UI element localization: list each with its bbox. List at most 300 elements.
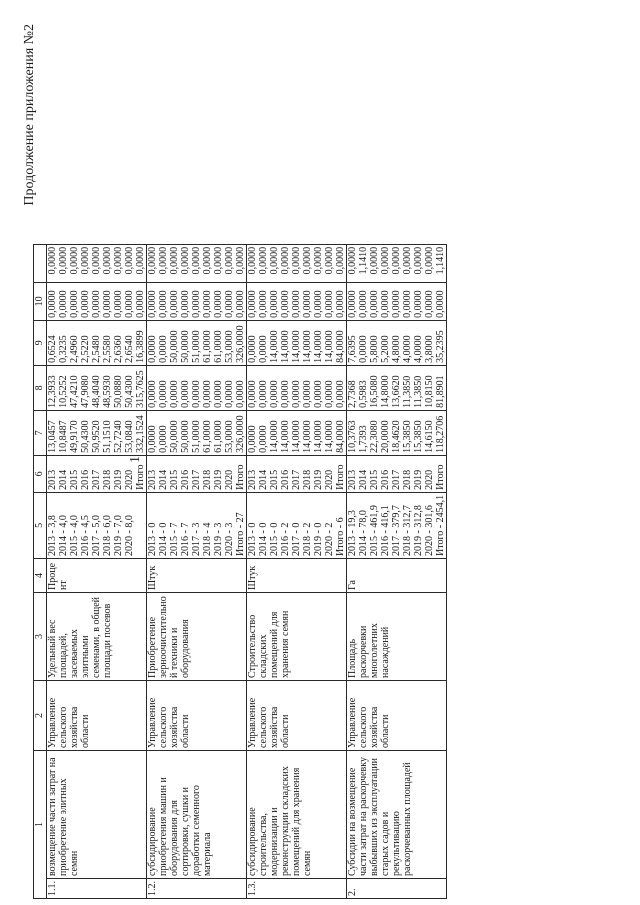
regional-funding-value: 61,0000 (202, 330, 213, 363)
total-funding-value: 0,0000 (247, 425, 258, 453)
other-funding-value: 0,0000 (280, 246, 291, 275)
total-funding-value: 0,0000 (147, 425, 158, 453)
program-table (33, 244, 447, 899)
other-funding-value: 0,0000 (235, 246, 246, 275)
year-list (47, 455, 147, 492)
federal-funding-value: 0,0000 (291, 380, 302, 408)
other-funding-value: 0,0000 (224, 246, 235, 275)
local-funding-value: 0,0000 (424, 290, 435, 318)
local-funding-value: 0,0000 (158, 290, 169, 318)
target-values-value: 2018 - 4 (202, 522, 213, 556)
local-funding-value: 0,0000 (247, 290, 258, 318)
local-funding-value: 0,0000 (269, 290, 280, 318)
target-values-value: 2019 - 7,0 (113, 515, 124, 556)
local-funding-value: 0,0000 (413, 290, 424, 318)
year-list-value: 2013 (147, 469, 158, 490)
other-funding (347, 244, 447, 282)
federal-funding-value: 0,0000 (169, 380, 180, 408)
local-funding-value: 0,0000 (280, 290, 291, 318)
total-funding (147, 410, 247, 455)
total-funding-value: 15,3850 (402, 420, 413, 453)
section-number: 2. (347, 879, 447, 899)
other-funding-value: 0,0000 (102, 246, 113, 275)
local-funding-value: 0,0000 (358, 290, 369, 318)
executor: Управление сельского хозяйства области (247, 681, 347, 751)
regional-funding-value: 51,0000 (191, 330, 202, 363)
year-list-value: 2017 (391, 469, 402, 490)
year-list-value: Итого (435, 464, 446, 490)
other-funding (147, 244, 247, 282)
measure-name: субсидирование приобретения машин и оборудования для сортировки, сушки и доработки семенного материала (147, 751, 247, 879)
column-header: 9 (34, 320, 47, 365)
year-list-value: 2016 (180, 469, 191, 490)
target-values-value: 2013 - 3,8 (47, 515, 58, 556)
target-values-value: 2018 - 312,7 (402, 505, 413, 556)
other-funding (47, 244, 147, 282)
target-values-value: 2015 - 461,9 (369, 505, 380, 556)
target-values-value: 2019 - 0 (313, 522, 324, 556)
target-values-value: 2016 - 416,1 (380, 505, 391, 556)
regional-funding-value: 0,0000 (147, 335, 158, 363)
local-funding-value: 0,0000 (402, 290, 413, 318)
regional-funding-value: 0,0000 (258, 335, 269, 363)
local-funding-value: 0,0000 (180, 290, 191, 318)
total-funding-value: 10,3763 (347, 420, 358, 453)
other-funding-value: 0,0000 (113, 246, 124, 275)
federal-funding-value: 14,8000 (380, 375, 391, 408)
total-funding-value: 14,0000 (291, 420, 302, 453)
other-funding-value: 0,0000 (213, 246, 224, 275)
federal-funding-value: 0,0000 (147, 380, 158, 408)
executor: Управление сельского хозяйства области (47, 681, 147, 751)
federal-funding-value: 0,0000 (158, 380, 169, 408)
total-funding (347, 410, 447, 455)
year-list-value: 2015 (269, 469, 280, 490)
local-funding-value: 0,0000 (169, 290, 180, 318)
year-list (347, 455, 447, 492)
year-list-value: 2014 (158, 469, 169, 490)
year-list-value: 2014 (58, 469, 69, 490)
federal-funding-value: 0,0000 (191, 380, 202, 408)
other-funding-value: 0,0000 (269, 246, 280, 275)
local-funding-value: 0,0000 (313, 290, 324, 318)
year-list-value: 2018 (402, 469, 413, 490)
federal-funding (47, 365, 147, 410)
total-funding-value: 50,0000 (169, 420, 180, 453)
total-funding-value: 53,0000 (224, 420, 235, 453)
regional-funding-value: 14,0000 (291, 330, 302, 363)
federal-funding-value: 0,5983 (358, 380, 369, 408)
regional-funding-value: 326,0000 (235, 325, 246, 363)
other-funding-value: 0,0000 (135, 246, 146, 275)
year-list-value: 2013 (247, 469, 258, 490)
local-funding-value: 0,0000 (113, 290, 124, 318)
target-values-value: 2020 - 2 (324, 522, 335, 556)
indicator: Удельный вес площадей, засеваемых элитными семенами, в общей площади посевов (47, 593, 147, 681)
year-list-value: 2018 (302, 469, 313, 490)
federal-funding-value: 48,5930 (102, 375, 113, 408)
indicator: Строительство складских помещений для хранения семян (247, 593, 347, 681)
other-funding-value: 0,0000 (180, 246, 191, 275)
target-values-value: 2013 - 0 (147, 522, 158, 556)
total-funding-value: 0,0000 (258, 425, 269, 453)
section-number: 1.2. (147, 879, 247, 899)
regional-funding-value: 14,0000 (302, 330, 313, 363)
local-funding-value: 0,0000 (324, 290, 335, 318)
column-header: 1 (34, 751, 47, 899)
target-values-value: 2016 - 7 (180, 522, 191, 556)
local-funding (247, 282, 347, 320)
other-funding-value: 0,0000 (424, 246, 435, 275)
year-list-value: 2019 (213, 469, 224, 490)
table-row (347, 244, 447, 898)
year-list-value: 2016 (280, 469, 291, 490)
federal-funding-value: 47,9080 (80, 375, 91, 408)
column-header: 7 (34, 410, 47, 455)
column-header: 3 (34, 593, 47, 681)
other-funding-value: 0,0000 (169, 246, 180, 275)
column-header-blank (34, 244, 47, 282)
measure-name: субсидирование строительства, модернизации и реконструкции складских помещений для хранения семян (247, 751, 347, 879)
total-funding-value: 51,1510 (102, 420, 113, 453)
target-values (47, 492, 147, 558)
local-funding-value: 0,0000 (124, 290, 135, 318)
other-funding-value: 0,0000 (313, 246, 324, 275)
total-funding-value: 14,6150 (424, 420, 435, 453)
federal-funding-value: 0,0000 (235, 380, 246, 408)
federal-funding-value: 16,5080 (369, 375, 380, 408)
local-funding-value: 0,0000 (391, 290, 402, 318)
regional-funding (147, 320, 247, 365)
other-funding-value: 0,0000 (158, 246, 169, 275)
local-funding-value: 0,0000 (235, 290, 246, 318)
federal-funding-value: 0,0000 (258, 380, 269, 408)
total-funding-value: 84,0000 (335, 420, 346, 453)
local-funding-value: 0,0000 (224, 290, 235, 318)
regional-funding-value: 50,0000 (169, 330, 180, 363)
target-values-value: 2019 - 312,8 (413, 505, 424, 556)
year-list-value: 2017 (291, 469, 302, 490)
federal-funding-value: 11,3850 (413, 375, 424, 408)
regional-funding-value: 5,2000 (380, 335, 391, 363)
regional-funding-value: 14,0000 (269, 330, 280, 363)
year-list-value: 2018 (102, 469, 113, 490)
regional-funding-value: 0,0000 (247, 335, 258, 363)
indicator: Площадь раскорчевки многолетних насаждений (347, 593, 447, 681)
table-row (47, 244, 147, 898)
regional-funding-value: 35,2395 (435, 330, 446, 363)
column-header: 8 (34, 365, 47, 410)
target-values-value: 2013 - 0 (247, 522, 258, 556)
federal-funding-value: 50,4300 (124, 375, 135, 408)
regional-funding (347, 320, 447, 365)
total-funding-value: 118,2706 (435, 415, 446, 453)
regional-funding-value: 2,4960 (69, 335, 80, 363)
regional-funding-value: 2,6360 (113, 335, 124, 363)
regional-funding-value: 0,0000 (358, 335, 369, 363)
total-funding-value: 51,0000 (191, 420, 202, 453)
year-list-value: 2020 (324, 469, 335, 490)
local-funding-value: 0,0000 (47, 290, 58, 318)
other-funding-value: 0,0000 (202, 246, 213, 275)
total-funding-value: 50,9520 (91, 420, 102, 453)
total-funding-value: 52,7240 (113, 420, 124, 453)
total-funding-value: 14,0000 (280, 420, 291, 453)
total-funding-value: 14,0000 (313, 420, 324, 453)
federal-funding (247, 365, 347, 410)
federal-funding-value: 0,0000 (180, 380, 191, 408)
federal-funding (147, 365, 247, 410)
target-values-value: Итого - 6 (335, 517, 346, 556)
local-funding-value: 0,0000 (347, 290, 358, 318)
local-funding-value: 0,0000 (191, 290, 202, 318)
federal-funding-value: 10,5252 (58, 375, 69, 408)
other-funding-value: 0,0000 (247, 246, 258, 275)
federal-funding-value: 11,3850 (402, 375, 413, 408)
local-funding-value: 0,0000 (369, 290, 380, 318)
other-funding-value: 0,0000 (402, 246, 413, 275)
total-funding-value: 49,9170 (69, 420, 80, 453)
regional-funding (247, 320, 347, 365)
federal-funding-value: 0,0000 (280, 380, 291, 408)
year-list-value: Итого (335, 464, 346, 490)
target-values-value: 2014 - 78,0 (358, 510, 369, 556)
year-list-value: 2017 (191, 469, 202, 490)
target-values-value: Итого - 27 (235, 512, 246, 556)
measure-name: возмещение части затрат на приобретение элитных семян (47, 751, 147, 879)
total-funding-value: 22,3080 (369, 420, 380, 453)
target-values-value: 2020 - 3 (224, 522, 235, 556)
table-row (247, 244, 347, 898)
target-values-value: 2017 - 3 (191, 522, 202, 556)
target-values-value: 2015 - 4,0 (69, 515, 80, 556)
federal-funding-value: 48,4040 (91, 375, 102, 408)
target-values-value: 2016 - 4,5 (80, 515, 91, 556)
regional-funding-value: 4,0000 (402, 335, 413, 363)
other-funding-value: 0,0000 (191, 246, 202, 275)
local-funding-value: 0,0000 (80, 290, 91, 318)
total-funding-value: 15,3850 (413, 420, 424, 453)
federal-funding-value: 0,0000 (335, 380, 346, 408)
local-funding-value: 0,0000 (58, 290, 69, 318)
unit: Штук (247, 559, 347, 593)
federal-funding-value: 10,8150 (424, 375, 435, 408)
target-values-value: 2014 - 4,0 (58, 515, 69, 556)
unit: Га (347, 559, 447, 593)
indicator: Приобретение зерноочистительной техники и оборудования (147, 593, 247, 681)
year-list-value: 2020 (224, 469, 235, 490)
federal-funding-value: 0,0000 (324, 380, 335, 408)
other-funding-value: 0,0000 (147, 246, 158, 275)
regional-funding-value: 5,8000 (369, 335, 380, 363)
target-values-value: 2015 - 0 (269, 522, 280, 556)
total-funding-value: 14,0000 (324, 420, 335, 453)
year-list (247, 455, 347, 492)
unit: Штук (147, 559, 247, 593)
appendix-caption: Продолжение приложения №2 (22, 24, 37, 206)
other-funding-value: 0,0000 (124, 246, 135, 275)
year-list-value: 2015 (169, 469, 180, 490)
federal-funding-value: 12,3933 (47, 375, 58, 408)
target-values-value: 2015 - 7 (169, 522, 180, 556)
target-values-value: 2014 - 0 (258, 522, 269, 556)
target-values-value: 2017 - 379,7 (391, 505, 402, 556)
federal-funding-value: 47,4210 (69, 375, 80, 408)
other-funding-value: 0,0000 (291, 246, 302, 275)
local-funding-value: 0,0000 (335, 290, 346, 318)
local-funding-value: 0,0000 (291, 290, 302, 318)
federal-funding-value: 50,0880 (113, 375, 124, 408)
local-funding-value: 0,0000 (302, 290, 313, 318)
other-funding-value: 1,1410 (358, 246, 369, 275)
regional-funding-value: 14,0000 (324, 330, 335, 363)
year-list-value: 2017 (91, 469, 102, 490)
other-funding-value: 0,0000 (258, 246, 269, 275)
year-list-value: 2019 (313, 469, 324, 490)
regional-funding-value: 14,0000 (313, 330, 324, 363)
target-values-value: 2018 - 2 (302, 522, 313, 556)
page-number: 1 (128, 456, 143, 463)
target-values-value: 2016 - 2 (280, 522, 291, 556)
federal-funding-value: 0,0000 (213, 380, 224, 408)
total-funding (47, 410, 147, 455)
other-funding-value: 0,0000 (58, 246, 69, 275)
other-funding-value: 1,1410 (435, 246, 446, 275)
target-values (347, 492, 447, 558)
column-header: 5 (34, 492, 47, 558)
year-list-value: 2016 (80, 469, 91, 490)
year-list-value: 2013 (47, 469, 58, 490)
local-funding-value: 0,0000 (258, 290, 269, 318)
federal-funding-value: 0,0000 (224, 380, 235, 408)
federal-funding (347, 365, 447, 410)
other-funding-value: 0,0000 (69, 246, 80, 275)
other-funding-value: 0,0000 (391, 246, 402, 275)
total-funding-value: 1,7393 (358, 425, 369, 453)
total-funding-value: 61,0000 (213, 420, 224, 453)
other-funding-value: 0,0000 (80, 246, 91, 275)
other-funding-value: 0,0000 (302, 246, 313, 275)
other-funding (247, 244, 347, 282)
regional-funding-value: 61,0000 (213, 330, 224, 363)
regional-funding-value: 0,3235 (58, 335, 69, 363)
target-values-value: 2020 - 8,0 (124, 515, 135, 556)
target-values-value: 2020 - 301,6 (424, 505, 435, 556)
table-body (47, 244, 447, 898)
year-list (147, 455, 247, 492)
total-funding-value: 53,0840 (124, 420, 135, 453)
total-funding (247, 410, 347, 455)
local-funding-value: 0,0000 (147, 290, 158, 318)
federal-funding-value: 0,0000 (302, 380, 313, 408)
regional-funding-value: 3,8000 (424, 335, 435, 363)
section-number: 1.1. (47, 879, 147, 899)
year-list-value: 2019 (413, 469, 424, 490)
regional-funding-value: 2,5220 (80, 335, 91, 363)
local-funding-value: 0,0000 (213, 290, 224, 318)
federal-funding-value: 0,0000 (313, 380, 324, 408)
target-values-value: 2014 - 0 (158, 522, 169, 556)
year-list-value: 2020 (424, 469, 435, 490)
total-funding-value: 50,4300 (80, 420, 91, 453)
local-funding-value: 0,0000 (69, 290, 80, 318)
other-funding-value: 0,0000 (369, 246, 380, 275)
regional-funding-value: 50,0000 (180, 330, 191, 363)
regional-funding-value: 84,0000 (335, 330, 346, 363)
executor: Управление сельского хозяйства области (347, 681, 447, 751)
total-funding-value: 14,0000 (302, 420, 313, 453)
column-header: 6 (34, 455, 47, 492)
target-values-value: 2017 - 0 (291, 522, 302, 556)
regional-funding-value: 14,0000 (280, 330, 291, 363)
local-funding (347, 282, 447, 320)
target-values (147, 492, 247, 558)
total-funding-value: 20,0000 (380, 420, 391, 453)
year-list-value: Итого (135, 464, 146, 490)
regional-funding-value: 4,8000 (391, 335, 402, 363)
federal-funding-value: 13,6620 (391, 375, 402, 408)
executor: Управление сельского хозяйства области (147, 681, 247, 751)
target-values-value: 2019 - 3 (213, 522, 224, 556)
other-funding-value: 0,0000 (324, 246, 335, 275)
column-number-row (34, 244, 47, 898)
total-funding-value: 332,1524 (135, 415, 146, 453)
local-funding-value: 0,0000 (202, 290, 213, 318)
total-funding-value: 13,0457 (47, 420, 58, 453)
other-funding-value: 0,0000 (335, 246, 346, 275)
year-list-value: Итого (235, 464, 246, 490)
regional-funding-value: 2,6540 (124, 335, 135, 363)
total-funding-value: 326,0000 (235, 415, 246, 453)
target-values-value: 2013 - 19,3 (347, 510, 358, 556)
other-funding-value: 0,0000 (47, 246, 58, 275)
federal-funding-value: 0,0000 (247, 380, 258, 408)
column-header: 2 (34, 681, 47, 751)
regional-funding-value: 0,6524 (47, 335, 58, 363)
other-funding-value: 0,0000 (380, 246, 391, 275)
regional-funding-value: 2,5480 (91, 335, 102, 363)
regional-funding-value: 16,3899 (135, 330, 146, 363)
target-values-value: Итого - 2454,1 (435, 494, 446, 556)
total-funding-value: 50,0000 (180, 420, 191, 453)
regional-funding-value: 0,0000 (158, 335, 169, 363)
federal-funding-value: 81,8901 (435, 375, 446, 408)
column-header: 10 (34, 282, 47, 320)
regional-funding-value: 7,6395 (347, 335, 358, 363)
federal-funding-value: 0,0000 (269, 380, 280, 408)
local-funding-value: 0,0000 (380, 290, 391, 318)
year-list-value: 2014 (358, 469, 369, 490)
local-funding-value: 0,0000 (91, 290, 102, 318)
other-funding-value: 0,0000 (91, 246, 102, 275)
unit: Процент (47, 559, 147, 593)
total-funding-value: 14,0000 (269, 420, 280, 453)
target-values-value: 2018 - 6,0 (102, 515, 113, 556)
total-funding-value: 61,0000 (202, 420, 213, 453)
target-values-value: 2017 - 5,0 (91, 515, 102, 556)
measure-name: Субсидии на возмещение части затрат на раскорчевку выбывших из эксплуатации старых садов и рекультивацию раскорчеванных площадей (347, 751, 447, 879)
total-funding-value: 10,8487 (58, 420, 69, 453)
other-funding-value: 0,0000 (347, 246, 358, 275)
year-list-value: 2015 (69, 469, 80, 490)
year-list-value: 2014 (258, 469, 269, 490)
federal-funding-value: 2,7368 (347, 380, 358, 408)
column-header: 4 (34, 559, 47, 593)
table-row (147, 244, 247, 898)
local-funding-value: 0,0000 (102, 290, 113, 318)
federal-funding-value: 315,7625 (135, 370, 146, 408)
local-funding-value: 0,0000 (435, 290, 446, 318)
